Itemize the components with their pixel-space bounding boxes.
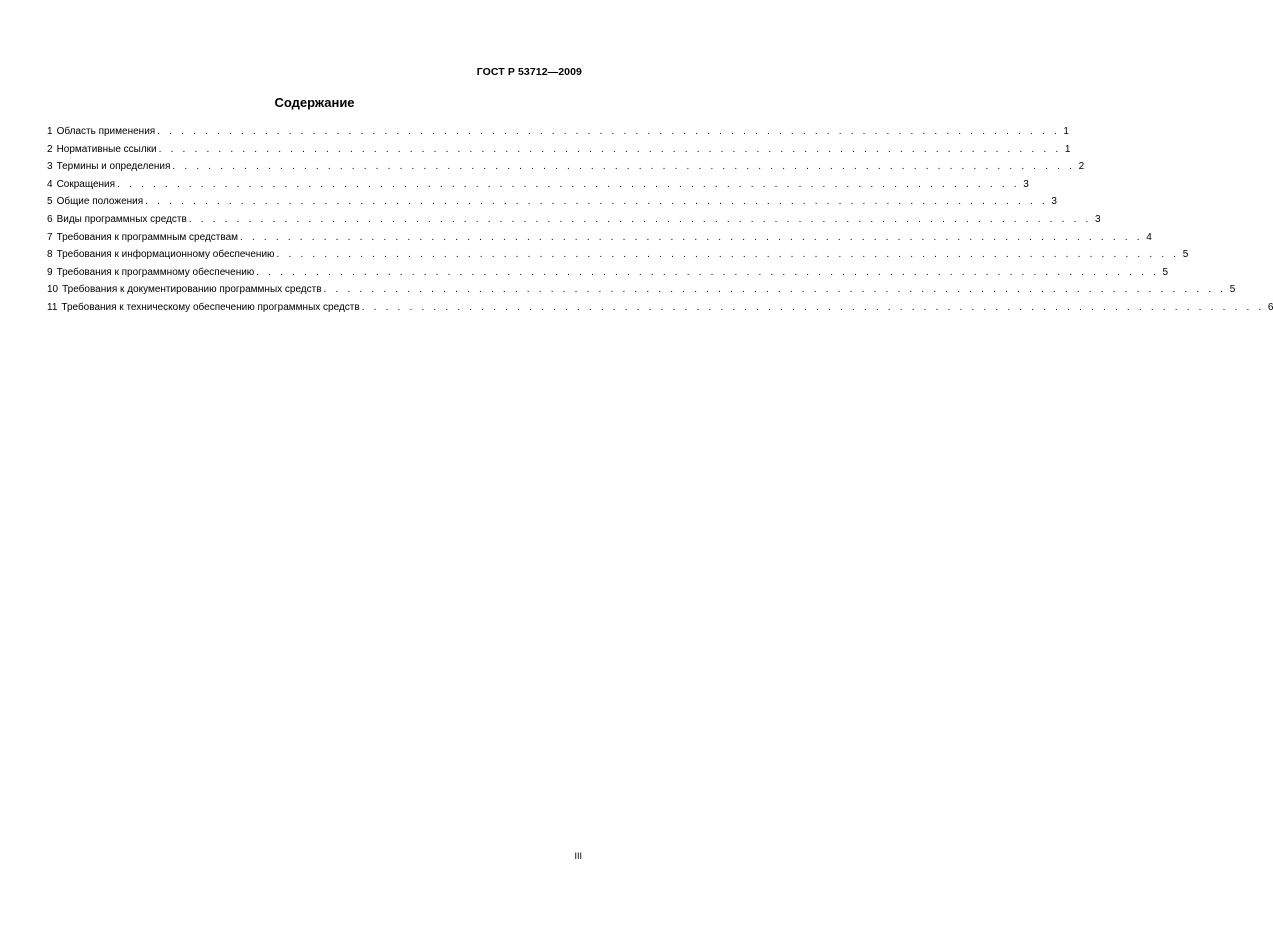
toc-dot-leader: . . . . . . . . . . . . . . . . . . . . . . . . . . . . . . . . . . . . . . . . . . . . . . . . . . . . . . . . . . . . . . . . . . . . . . . . . . . . bbox=[117, 178, 1020, 190]
toc-dot-leader: . . . . . . . . . . . . . . . . . . . . . . . . . . . . . . . . . . . . . . . . . . . . . . . . . . . . . . . . . . . . . . . . . . . . . . . . . . . . bbox=[172, 161, 1076, 173]
toc-entry[interactable] bbox=[47, 231, 1152, 250]
toc-entry-title: Термины и определения bbox=[56, 161, 171, 173]
toc-entry-title: Требования к информационному обеспечению bbox=[56, 249, 275, 261]
toc-entry[interactable] bbox=[47, 266, 1169, 285]
toc-entry-page: 4 bbox=[1146, 231, 1152, 243]
toc-entry-page: 3 bbox=[1023, 178, 1029, 190]
toc-entry-page: 5 bbox=[1162, 266, 1169, 278]
toc-entry-page: 3 bbox=[1094, 213, 1101, 225]
toc-entry-number: 9 bbox=[47, 266, 53, 278]
toc-title: Содержание bbox=[274, 95, 355, 110]
page-number: III bbox=[574, 851, 582, 861]
toc-entry-number: 7 bbox=[47, 231, 53, 243]
toc-entry-number: 10 bbox=[47, 284, 59, 296]
toc-entry-title: Нормативные ссылки bbox=[56, 143, 157, 155]
toc-entry[interactable] bbox=[47, 249, 1189, 267]
toc-entry-page: 1 bbox=[1063, 126, 1069, 137]
toc-dot-leader: . . . . . . . . . . . . . . . . . . . . . . . . . . . . . . . . . . . . . . . . . . . . . . . . . . . . . . . . . . . . . . . . . . . . . . . . . . . . bbox=[145, 196, 1048, 208]
toc-dot-leader: . . . . . . . . . . . . . . . . . . . . . . . . . . . . . . . . . . . . . . . . . . . . . . . . . . . . . . . . . . . . . . . . . . . . . . . . . . . . bbox=[157, 126, 1060, 137]
toc-dot-leader: . . . . . . . . . . . . . . . . . . . . . . . . . . . . . . . . . . . . . . . . . . . . . . . . . . . . . . . . . . . . . . . . . . . . . . . . . . . . bbox=[361, 301, 1265, 313]
toc-entry-title: Требования к программному обеспечению bbox=[56, 266, 255, 278]
toc-entry[interactable] bbox=[47, 284, 1236, 302]
table-of-contents bbox=[47, 126, 1273, 320]
toc-entry-number: 6 bbox=[47, 213, 53, 225]
toc-entry[interactable] bbox=[47, 143, 1071, 162]
document-code: ГОСТ Р 53712—2009 bbox=[476, 66, 582, 78]
toc-entry-number: 1 bbox=[47, 126, 53, 137]
toc-dot-leader: . . . . . . . . . . . . . . . . . . . . . . . . . . . . . . . . . . . . . . . . . . . . . . . . . . . . . . . . . . . . . . . . . . . . . . . . . . . . bbox=[158, 143, 1062, 155]
toc-dot-leader: . . . . . . . . . . . . . . . . . . . . . . . . . . . . . . . . . . . . . . . . . . . . . . . . . . . . . . . . . . . . . . . . . . . . . . . . . . . . bbox=[323, 284, 1227, 296]
toc-entry-page: 5 bbox=[1182, 249, 1189, 261]
toc-entry-page: 2 bbox=[1078, 161, 1085, 173]
toc-entry-page: 6 bbox=[1267, 301, 1273, 313]
toc-entry-title: Область применения bbox=[56, 126, 156, 137]
toc-entry[interactable] bbox=[47, 196, 1057, 214]
toc-entry[interactable] bbox=[47, 301, 1273, 320]
toc-dot-leader: . . . . . . . . . . . . . . . . . . . . . . . . . . . . . . . . . . . . . . . . . . . . . . . . . . . . . . . . . . . . . . . . . . . . . . . . . . . . bbox=[240, 231, 1143, 243]
toc-entry-title: Требования к техническому обеспечению программных средств bbox=[61, 301, 360, 313]
toc-entry-title: Общие положения bbox=[56, 196, 144, 208]
toc-entry[interactable] bbox=[47, 213, 1101, 232]
toc-entry-page: 5 bbox=[1229, 284, 1236, 296]
toc-entry-page: 3 bbox=[1051, 196, 1057, 208]
toc-entry-title: Виды программных средств bbox=[56, 213, 187, 225]
toc-entry-number: 4 bbox=[47, 178, 53, 190]
toc-entry-title: Сокращения bbox=[56, 178, 116, 190]
toc-dot-leader: . . . . . . . . . . . . . . . . . . . . . . . . . . . . . . . . . . . . . . . . . . . . . . . . . . . . . . . . . . . . . . . . . . . . . . . . . . . . bbox=[188, 213, 1092, 225]
toc-entry-page: 1 bbox=[1064, 143, 1071, 155]
toc-entry-number: 5 bbox=[47, 196, 53, 208]
toc-dot-leader: . . . . . . . . . . . . . . . . . . . . . . . . . . . . . . . . . . . . . . . . . . . . . . . . . . . . . . . . . . . . . . . . . . . . . . . . . . . . bbox=[256, 266, 1160, 278]
toc-entry-number: 2 bbox=[47, 143, 53, 155]
toc-entry-title: Требования к программным средствам bbox=[56, 231, 239, 243]
toc-dot-leader: . . . . . . . . . . . . . . . . . . . . . . . . . . . . . . . . . . . . . . . . . . . . . . . . . . . . . . . . . . . . . . . . . . . . . . . . . . . . bbox=[276, 249, 1180, 261]
toc-entry-number: 3 bbox=[47, 161, 53, 173]
toc-entry-number: 11 bbox=[47, 301, 58, 313]
toc-entry[interactable] bbox=[47, 178, 1029, 197]
toc-entry[interactable] bbox=[47, 161, 1085, 179]
toc-entry-title: Требования к документированию программных средств bbox=[62, 284, 322, 296]
toc-entry-number: 8 bbox=[47, 249, 53, 261]
toc-entry[interactable] bbox=[47, 126, 1069, 144]
